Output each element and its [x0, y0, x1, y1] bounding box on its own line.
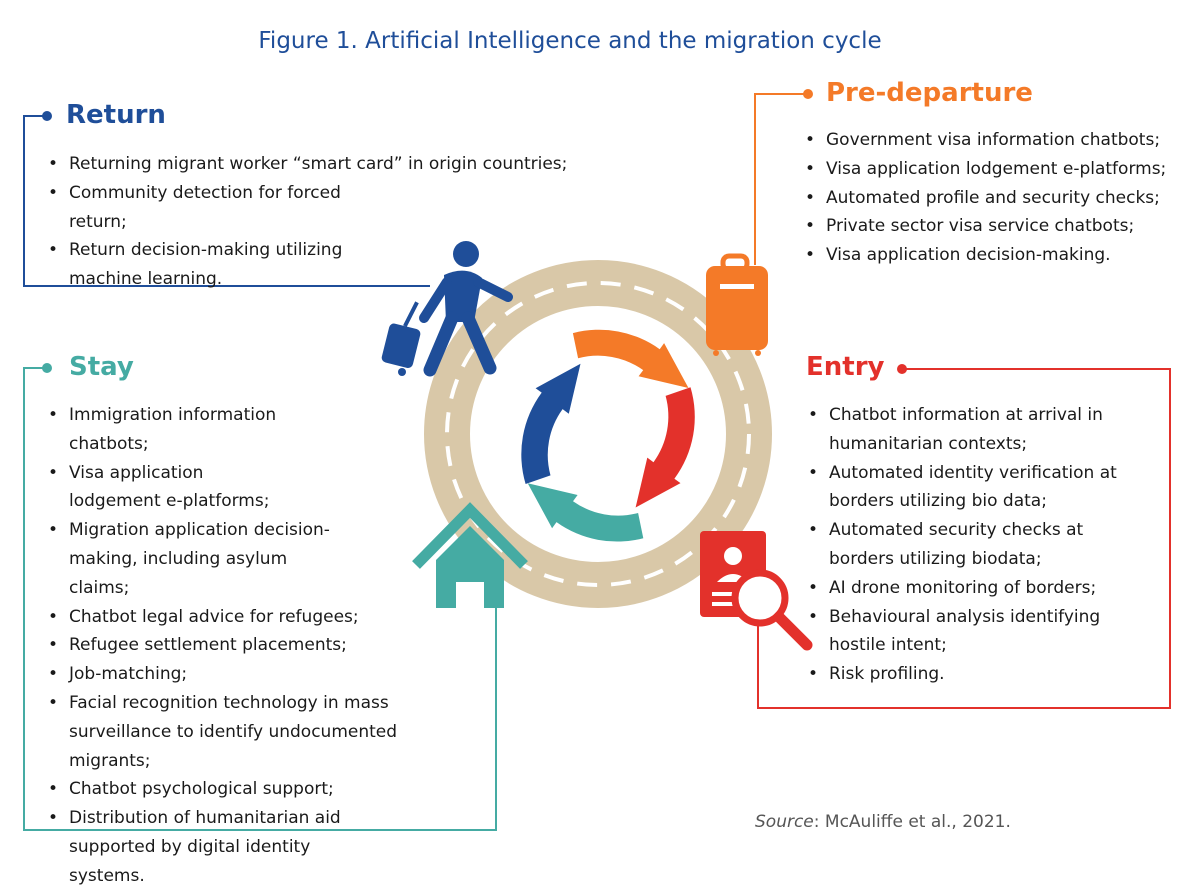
list-item: • Visa application decision-making. [801, 241, 1171, 270]
pre-departure-list [801, 126, 1171, 270]
return-heading: Return [66, 100, 166, 130]
stay-list [44, 401, 464, 891]
list-item: • Chatbot psychological support; [44, 775, 464, 804]
list-item: • Job-matching; [44, 660, 464, 689]
suitcase-icon [706, 256, 768, 356]
stay-heading: Stay [69, 352, 134, 382]
pre-departure-dot [803, 89, 813, 99]
list-item: • Behavioural analysis identifying hostile intent; [804, 603, 1144, 661]
entry-dot [897, 364, 907, 374]
list-item: • Community detection for forced return; [44, 179, 344, 237]
source-text: : McAuliffe et al., 2021. [813, 812, 1011, 832]
list-item: • Immigration information chatbots; [44, 401, 279, 459]
source-label: Source [755, 812, 814, 832]
list-item: • Returning migrant worker “smart card” in origin countries; [44, 150, 589, 179]
list-item: • Automated identity verification at borders utilizing bio data; [804, 459, 1144, 517]
list-item: • Automated security checks at borders utilizing biodata; [804, 516, 1144, 574]
list-item: • Distribution of humanitarian aid supported by digital identity systems. [44, 804, 389, 890]
arrow-pre-departure [573, 330, 689, 388]
source-note [755, 812, 1011, 832]
entry-list [804, 401, 1144, 689]
list-item: • Migration application decision-making, including asylum claims; [44, 516, 349, 602]
list-item: • Visa application lodgement e-platforms; [801, 155, 1171, 184]
cycle-arrows [521, 330, 694, 542]
entry-heading: Entry [806, 352, 885, 382]
list-item: • Return decision-making utilizing machine learning. [44, 236, 344, 294]
pre-departure-heading: Pre-departure [826, 78, 1033, 108]
stay-dot [42, 363, 52, 373]
figure-title: Figure 1. Artificial Intelligence and the migration cycle [258, 28, 882, 54]
list-item: • Government visa information chatbots; [801, 126, 1171, 155]
list-item: • Chatbot information at arrival in humanitarian contexts; [804, 401, 1144, 459]
list-item: • Risk profiling. [804, 660, 1144, 689]
arrow-stay [528, 483, 644, 541]
arrow-entry [636, 387, 695, 507]
id-search-icon [700, 531, 807, 645]
list-item: • Visa application lodgement e-platforms; [44, 459, 289, 517]
list-item: • Chatbot legal advice for refugees; [44, 603, 464, 632]
return-dot [42, 111, 52, 121]
return-list [44, 150, 568, 294]
list-item: • Refugee settlement placements; [44, 631, 464, 660]
list-item: • Facial recognition technology in mass surveillance to identify undocumented migrants; [44, 689, 469, 775]
list-item: • Private sector visa service chatbots; [801, 212, 1171, 241]
list-item: • AI drone monitoring of borders; [804, 574, 1144, 603]
list-item: • Automated profile and security checks; [801, 184, 1171, 213]
arrow-return [521, 364, 580, 484]
